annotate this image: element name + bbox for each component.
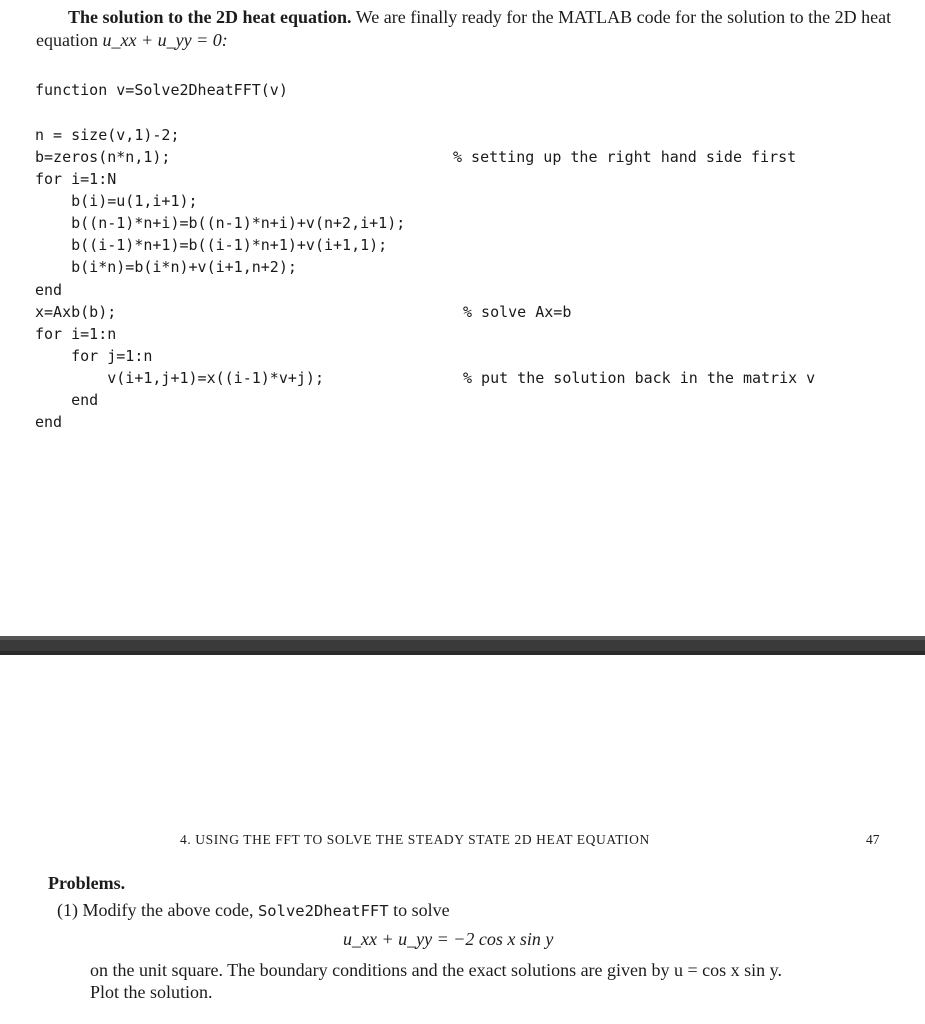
intro-text: We are finally ready for the MATLAB code for the solution to the 2D heat equation: [36, 7, 892, 50]
code-line: b(i*n)=b(i*n)+v(i+1,n+2);: [35, 258, 297, 276]
page-separator-highlight: [0, 636, 925, 640]
problem-body-line: on the unit square. The boundary conditions and the exact solutions are given by u = cos x sin y.: [90, 960, 783, 980]
code-line: for i=1:N: [35, 170, 117, 188]
code-line: end: [35, 413, 63, 431]
code-line: b((i-1)*n+1)=b((i-1)*n+1)+v(i+1,1);: [35, 236, 388, 254]
intro-equation: u_xx + u_yy = 0:: [102, 30, 228, 50]
code-line: for j=1:n: [35, 347, 153, 365]
code-comment: % solve Ax=b: [463, 303, 572, 321]
page-separator-shadow: [0, 651, 925, 655]
section-heading: The solution to the 2D heat equation.: [68, 7, 352, 27]
code-line: v(i+1,j+1)=x((i-1)*v+j);: [35, 369, 324, 387]
code-line: end: [35, 281, 63, 299]
code-line: x=Axb(b);: [35, 303, 117, 321]
code-line: b=zeros(n*n,1);: [35, 148, 171, 166]
code-line: b((n-1)*n+i)=b((n-1)*n+i)+v(n+2,i+1);: [35, 214, 406, 232]
code-line: function v=Solve2DheatFFT(v): [35, 81, 288, 99]
code-line: end: [35, 391, 99, 409]
problem-body-line: Plot the solution.: [90, 982, 213, 1002]
problem-text-after: to solve: [388, 900, 450, 920]
code-line: n = size(v,1)-2;: [35, 126, 180, 144]
running-head: 4. USING THE FFT TO SOLVE THE STEADY STATE 2D HEAT EQUATION: [180, 832, 650, 847]
display-equation: u_xx + u_yy = −2 cos x sin y: [343, 929, 554, 949]
code-comment: % setting up the right hand side first: [453, 148, 797, 166]
code-comment: % put the solution back in the matrix v: [463, 369, 816, 387]
problem-item: [57, 899, 450, 922]
page-number: 47: [866, 832, 880, 847]
problem-text: Modify the above code,: [82, 900, 258, 920]
problem-code: Solve2DheatFFT: [257, 902, 389, 920]
code-line: b(i)=u(1,i+1);: [35, 192, 198, 210]
problem-body: [90, 959, 890, 1003]
code-line: for i=1:n: [35, 325, 117, 343]
intro-paragraph: [36, 6, 906, 52]
problem-number: (1): [57, 900, 78, 920]
problems-heading: Problems.: [48, 873, 126, 893]
